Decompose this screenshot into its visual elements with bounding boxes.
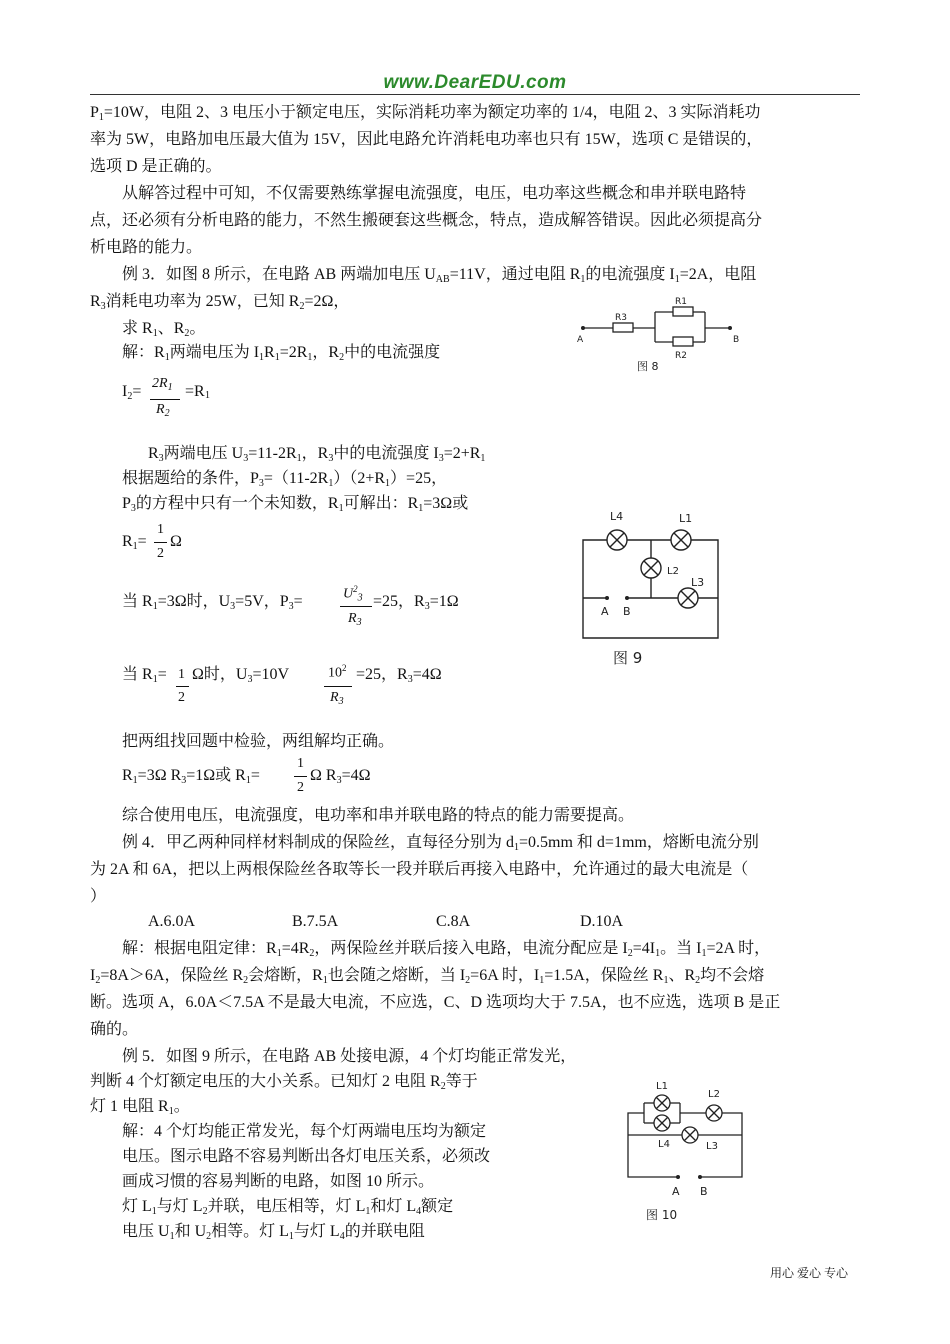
site-logo: www.DearEDU.com: [383, 72, 567, 93]
text-line: 灯 $L_1$与灯 $L_2$并联，电压相等，灯 $L_1$和灯 $L_4$额定: [122, 1198, 454, 1217]
fig9-label-l4: L4: [610, 510, 624, 523]
text-line: 当 $R_1=3\Omega$时，$U_3=5V$，$P_3=$: [122, 593, 303, 612]
equation-result: =R: [185, 383, 205, 400]
solution-summary: $R_1=3\Omega$ $R_3=1\Omega$或 $R_1=$: [122, 767, 260, 786]
fraction-denominator: 2: [178, 690, 185, 705]
text-line: 把两组找回题中检验，两组解均正确。: [122, 733, 395, 750]
subscript: 1: [205, 390, 210, 401]
text-line: 为 2A 和 6A，把以上两根保险丝各取等长一段并联后再接入电路中，允许通过的最大电流是（: [90, 861, 749, 878]
text-line: 解：4 个灯均能正常发光，每个灯两端电压均为额定: [122, 1123, 487, 1140]
header-rule: [90, 94, 860, 95]
fig9-label-l3: L3: [691, 576, 705, 589]
text-line: 解：根据电阻定律：$R_1=4R_2$，两保险丝并联后接入电路，电流分配应是 $I_2=4I_1$。当 $I_1=2A$ 时，: [122, 940, 771, 959]
fig8-label-r1: R1: [675, 297, 687, 307]
option-c: C.8A: [436, 913, 471, 930]
text-line: 解：$R_1$两端电压为 $I_1R_1=2R_1$，$R_2$中的电流强度: [122, 344, 441, 363]
text-line: Ω时，$U_3=10V$: [192, 666, 290, 685]
fraction-denominator: $R_2$: [156, 402, 170, 419]
text-line: ）: [90, 888, 107, 905]
text-line: 从解答过程中可知，不仅需要熟练掌握电流强度，电压，电功率这些概念和串并联电路特: [122, 185, 747, 202]
fig9-label-l1: L1: [679, 512, 693, 525]
fig9-label-a: A: [601, 605, 609, 618]
text-line: 求 $R_1$、$R_2$。: [122, 320, 206, 339]
text-line: =25，$R_3=4\Omega$: [356, 666, 442, 685]
text-line: $R_3$两端电压 $U_3=11-2R_1$，$R_3$中的电流强度 $I_3=2+R_1$: [148, 445, 486, 464]
text-line: $P_1=10W$，电阻 2、3 电压小于额定电压，实际消耗功率为额定功率的 1/4，电阻 2、3 实际消耗功: [90, 104, 761, 123]
text-line: =25，$R_3=1\Omega$: [373, 593, 459, 612]
fraction-bar: [294, 776, 307, 777]
fraction-numerator: $10^2$: [328, 663, 347, 681]
fig8-label-b: B: [733, 335, 740, 345]
fig9-caption: 图 9: [613, 649, 643, 667]
equation-r1-half: $R_1=$: [122, 533, 147, 552]
text-line: 综合使用电压，电流强度，电功率和串并联电路的特点的能力需要提高。: [122, 807, 635, 824]
fig8-label-r2: R2: [675, 351, 687, 361]
fraction-bar: [324, 686, 352, 687]
fraction-bar: [340, 606, 372, 607]
fig9-label-l2: L2: [667, 566, 679, 577]
text-line: 选项 D 是正确的。: [90, 158, 222, 175]
fraction-numerator: $2R_1$: [152, 376, 173, 393]
text-line: 判断 4 个灯额定电压的大小关系。已知灯 2 电阻 $R_2$等于: [90, 1073, 478, 1092]
text-line: 率为 5W，电路加电压最大值为 15V，因此电路允许消耗电功率也只有 15W，选项 C 是错误的，: [90, 131, 763, 148]
option-b: B.7.5A: [292, 913, 339, 930]
equation-i2: $I_2=$: [122, 383, 142, 402]
text-line: $R_3$消耗电功率为 25W，已知 $R_2=2\Omega$，: [90, 293, 350, 312]
example-3-heading: 例 3．如图 8 所示，在电路 AB 两端加电压 $U_{AB}=11V$，通过电阻 $R_1$的电流强度 $I_1=2A$，电阻: [122, 266, 757, 285]
text-line: 当 $R_1=$: [122, 666, 167, 685]
fig10-label-l1: L1: [656, 1081, 668, 1092]
fig10-label-l4: L4: [658, 1139, 670, 1150]
fraction-bar: [176, 686, 189, 687]
text-line: 断。选项 A，6.0A＜7.5A 不是最大电流，不应选，C、D 选项均大于 7.5A，也不应选，选项 B 是正: [90, 994, 781, 1011]
text-line: 电压。图示电路不容易判断出各灯电压关系，必须改: [122, 1148, 491, 1165]
text-line: $I_2=8A>6A$，保险丝 $R_2$会熔断，$R_1$也会随之熔断，当 $I_2=6A$ 时，$I_1=1.5A$，保险丝 $R_1$、$R_2$均不会熔: [90, 967, 765, 986]
fig10-label-b: B: [700, 1185, 708, 1198]
fraction-denominator: 2: [157, 546, 164, 561]
fraction-bar: [150, 399, 180, 400]
fig8-label-a: A: [577, 335, 584, 345]
figure-9-circuit: [575, 500, 735, 675]
figure-8-circuit: [575, 290, 745, 380]
text-line: 电压 $U_1$和 $U_2$相等。灯 $L_1$与灯 $L_4$的并联电阻: [122, 1223, 425, 1242]
text-line: Ω $R_3=4\Omega$: [310, 767, 371, 786]
fraction-bar: [154, 542, 167, 543]
text-line: 点，还必须有分析电路的能力，不然生搬硬套这些概念，特点，造成解答错误。因此必须提高分: [90, 212, 763, 229]
fig10-label-a: A: [672, 1185, 680, 1198]
omega-symbol: Ω: [170, 533, 182, 550]
text-line: 根据题给的条件，$P_3=(11-2R_1)(2+R_1)=25$，: [122, 470, 448, 489]
text-line: 灯 1 电阻 $R_1$。: [90, 1098, 190, 1117]
fig10-label-l2: L2: [708, 1089, 720, 1100]
figure-10-circuit: [620, 1075, 760, 1225]
fig9-label-b: B: [623, 605, 631, 618]
fraction-denominator: $R_3$: [330, 690, 344, 707]
text-line: $P_3$的方程中只有一个未知数，$R_1$可解出：$R_1=3\Omega$或: [122, 495, 469, 514]
fig8-caption: 图 8: [637, 360, 659, 373]
example-4-heading: 例 4．甲乙两种同样材料制成的保险丝，直每径分别为 $d_1=0.5mm$ 和 d=1mm，熔断电流分别: [122, 834, 759, 853]
option-a: A.6.0A: [148, 913, 196, 930]
fig10-label-l3: L3: [706, 1141, 718, 1152]
text-line: 析电路的能力。: [90, 239, 203, 256]
text-line: 画成习惯的容易判断的电路，如图 10 所示。: [122, 1173, 435, 1190]
example-5-heading: 例 5．如图 9 所示，在电路 AB 处接电源，4 个灯均能正常发光，: [122, 1048, 577, 1065]
fraction-numerator: $U^2_3$: [343, 584, 363, 604]
page-header: [90, 72, 860, 98]
fig10-caption: 图 10: [646, 1208, 678, 1222]
fraction-denominator: $R_3$: [348, 611, 362, 628]
fraction-denominator: 2: [297, 780, 304, 795]
fraction-numerator: 1: [157, 522, 164, 537]
fraction-numerator: 1: [178, 667, 185, 682]
option-d: D.10A: [580, 913, 624, 930]
text-line: 确的。: [90, 1021, 139, 1038]
fig8-label-r3: R3: [615, 313, 627, 323]
fraction-numerator: 1: [297, 756, 304, 771]
page-footer: 用心 爱心 专心: [770, 1266, 849, 1280]
